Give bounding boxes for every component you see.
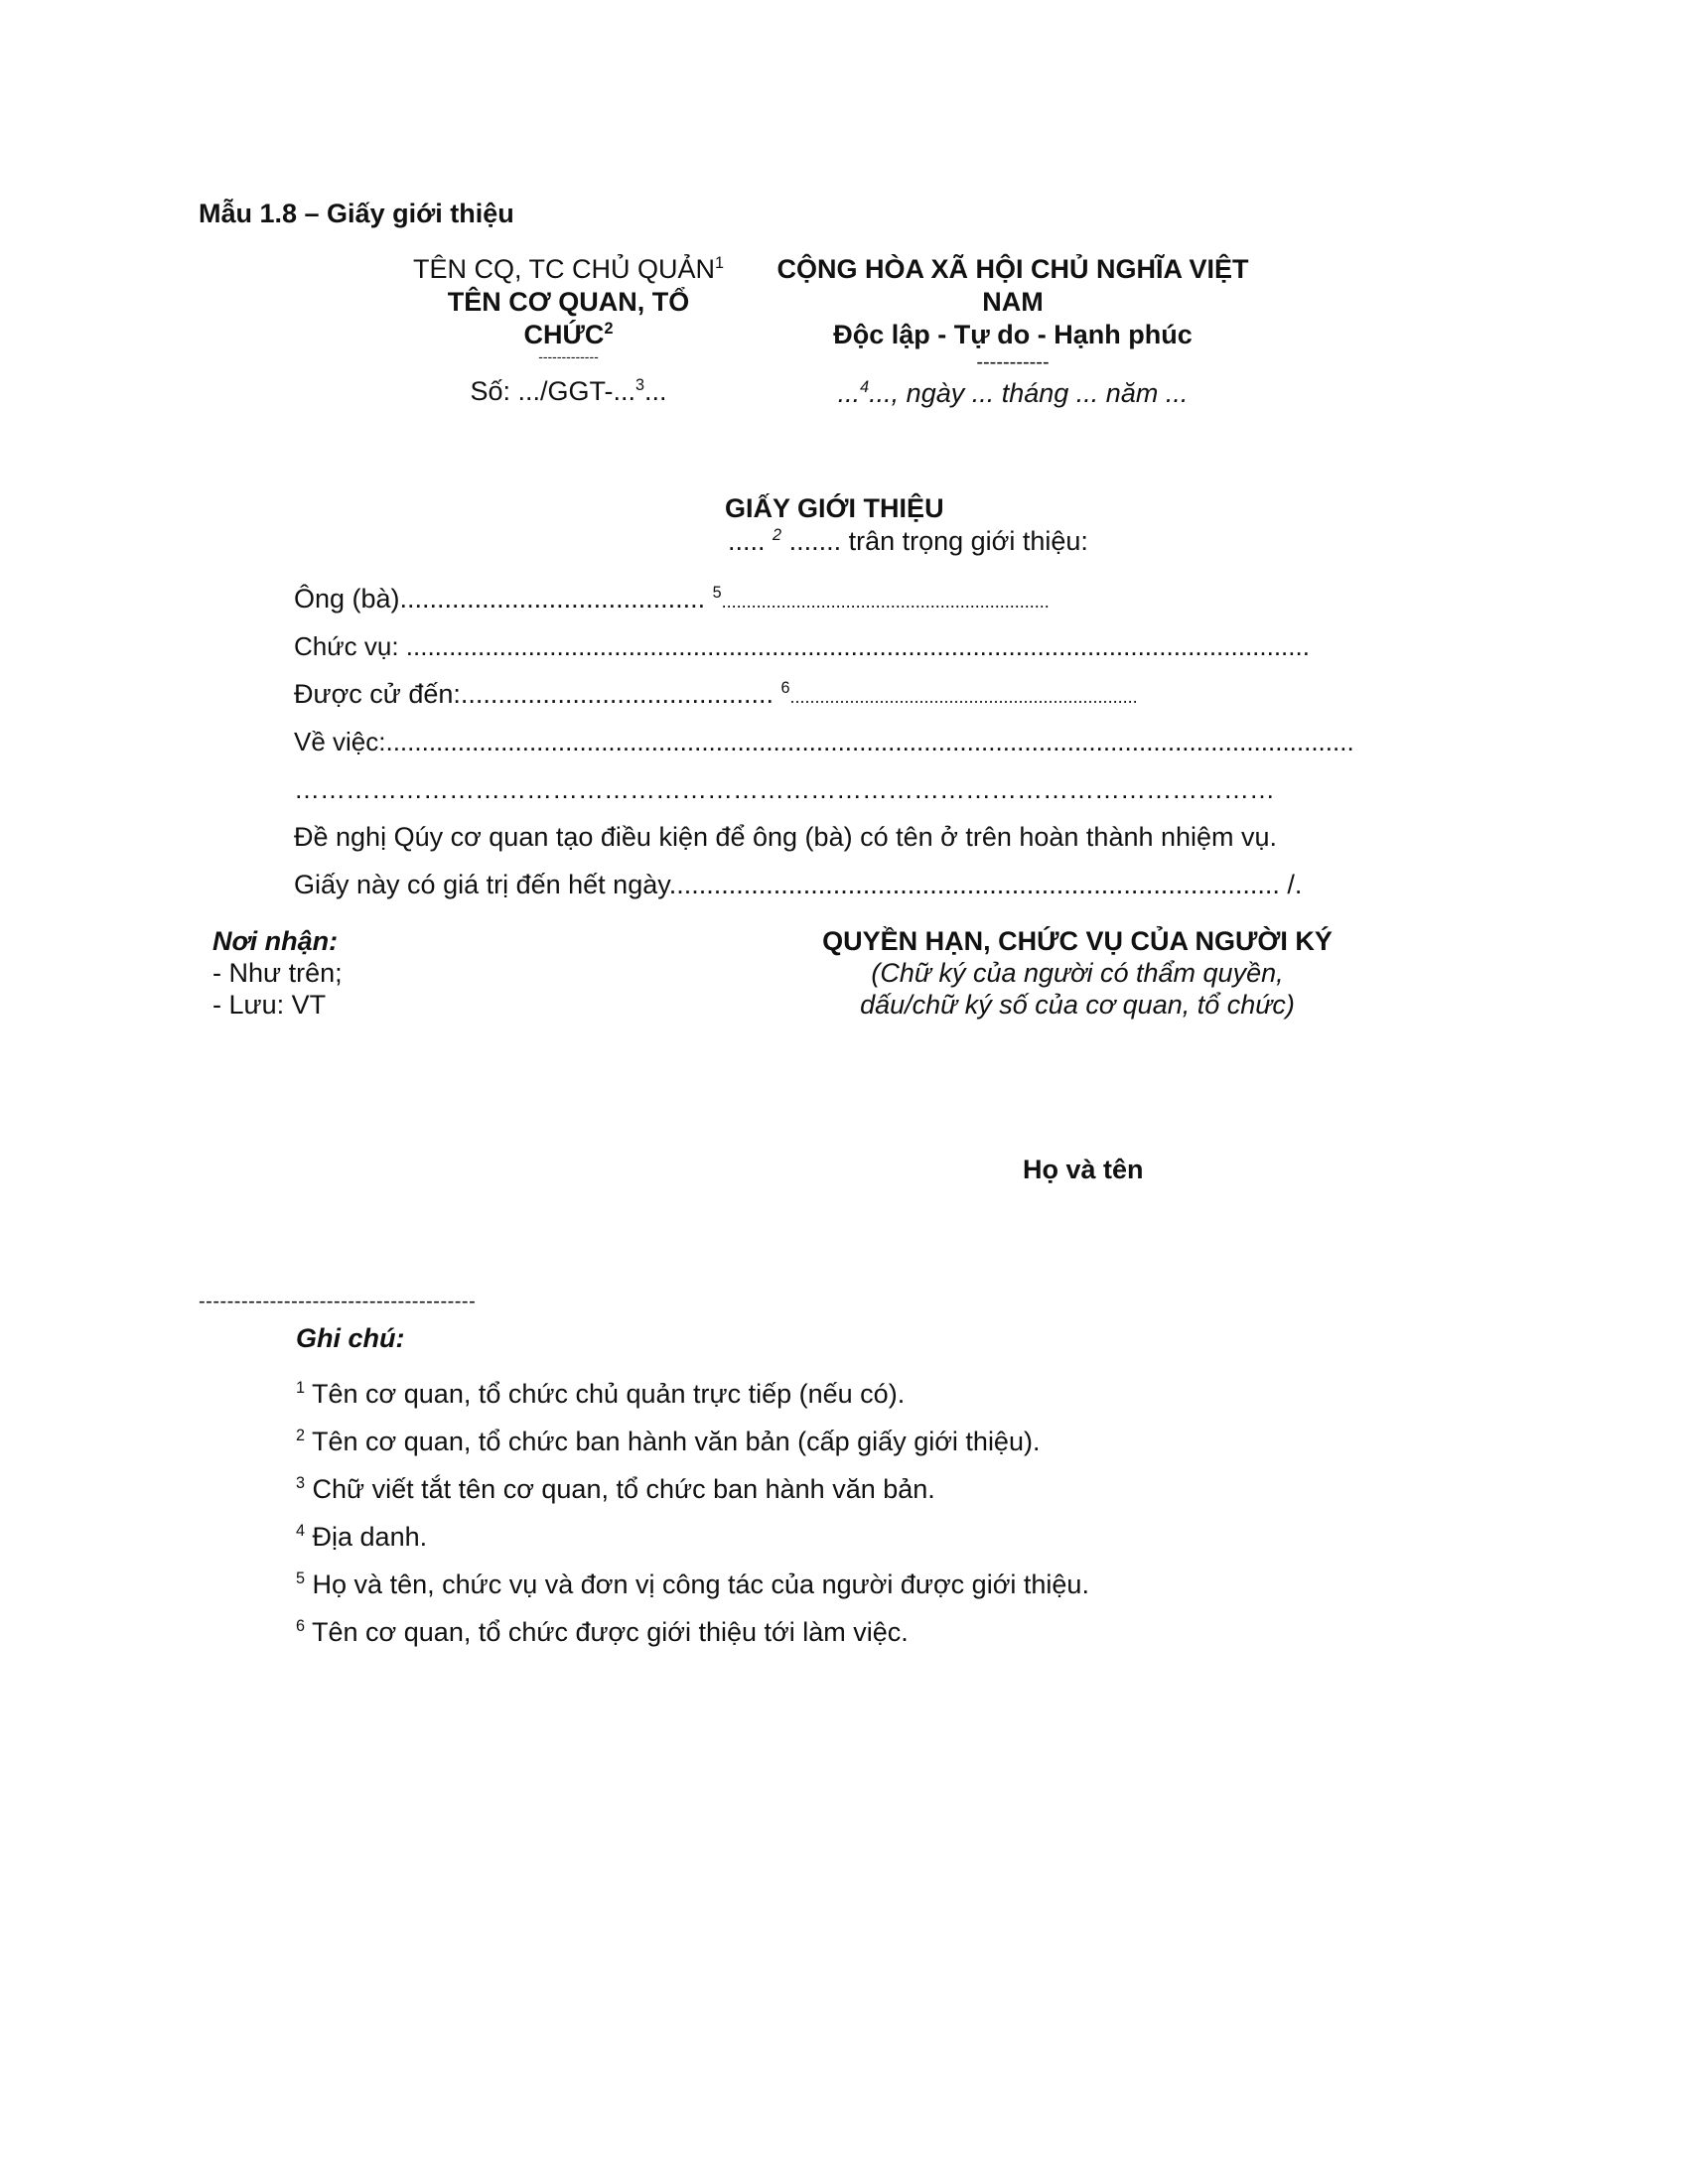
place-date: [755, 377, 1271, 410]
note-item: [296, 1418, 1089, 1465]
motto: Độc lập - Tự do - Hạnh phúc: [833, 320, 1193, 349]
recipient-item: - Như trên;: [212, 958, 343, 988]
note-text: Tên cơ quan, tổ chức ban hành văn bản (cấp giấy giới thiệu).: [312, 1427, 1041, 1456]
notes-label: Ghi chú:: [296, 1323, 405, 1353]
note-text: Chữ viết tắt tên cơ quan, tổ chức ban hành văn bản.: [312, 1474, 935, 1504]
note-number: 1: [296, 1379, 306, 1397]
field-duoc-cu-den-label: Được cử đến:..........................................: [294, 679, 774, 709]
footnote-rule: ---------------------------------------: [199, 1291, 477, 1312]
signer-note-line1: (Chữ ký của người có thẩm quyền,: [871, 958, 1284, 988]
field-chuc-vu: Chức vụ: ..............................................................................................................................: [294, 631, 1310, 661]
document-number: [397, 375, 740, 408]
note-item: [296, 1561, 1089, 1608]
field-ong-ba-footnote-ref: 5: [712, 584, 722, 602]
field-continuation: ……………………………………………………………………………………………………: [294, 774, 1275, 804]
note-number: 6: [296, 1617, 306, 1635]
parent-org-line: [397, 253, 740, 286]
place-date-footnote-ref: 4: [860, 378, 870, 396]
note-number: 4: [296, 1522, 306, 1540]
signer-block: [804, 925, 1350, 1021]
recipient-item: - Lưu: VT: [212, 990, 327, 1020]
header-right-divider: -----------: [976, 351, 1050, 373]
country-name-line2: NAM: [982, 287, 1044, 317]
note-number: 5: [296, 1570, 306, 1587]
note-text: Họ và tên, chức vụ và đơn vị công tác của người được giới thiệu.: [312, 1570, 1089, 1599]
intro-prefix: .....: [728, 526, 766, 556]
form-title: Mẫu 1.8 – Giấy giới thiệu: [199, 199, 514, 228]
document-number-footnote-ref: 3: [635, 376, 645, 394]
intro-suffix: ....... trân trọng giới thiệu:: [788, 526, 1088, 556]
org-name-line2: [397, 319, 740, 351]
document-title: GIẤY GIỚI THIỆU: [725, 493, 944, 523]
field-ong-ba-dots: ..................................................................: [721, 592, 1050, 612]
field-duoc-cu-den-dots: ......................................................................: [789, 687, 1138, 707]
note-item: [296, 1465, 1089, 1513]
recipients-block: [212, 925, 343, 1021]
intro-footnote-ref: 2: [773, 526, 782, 544]
place-date-suffix: ..., ngày ... tháng ... năm ...: [869, 378, 1189, 408]
signer-note-line2: dấu/chữ ký số của cơ quan, tổ chức): [860, 990, 1295, 1020]
recipients-label: Nơi nhận:: [212, 926, 339, 956]
note-text: Tên cơ quan, tổ chức chủ quản trực tiếp (nếu có).: [312, 1379, 906, 1409]
org-footnote-ref: 2: [604, 320, 614, 338]
signer-name: Họ và tên: [1023, 1155, 1144, 1184]
note-number: 2: [296, 1427, 306, 1444]
field-ong-ba: [294, 584, 1050, 614]
parent-org: TÊN CQ, TC CHỦ QUẢN: [412, 254, 715, 284]
document-number-prefix: Số: .../GGT-...: [470, 376, 635, 406]
header-right: [755, 253, 1271, 410]
place-date-prefix: ...: [837, 378, 861, 408]
org-name: CHỨC: [523, 320, 605, 349]
field-duoc-cu-den-footnote-ref: 6: [780, 679, 790, 697]
signer-authority: QUYỀN HẠN, CHỨC VỤ CỦA NGƯỜI KÝ: [822, 926, 1333, 956]
notes-list: [296, 1370, 1089, 1656]
field-ong-ba-label: Ông (bà).........................................: [294, 584, 706, 614]
request-sentence: Đề nghị Qúy cơ quan tạo điều kiện để ông (bà) có tên ở trên hoàn thành nhiệm vụ.: [294, 822, 1278, 852]
parent-org-footnote-ref: 1: [715, 254, 725, 272]
note-text: Địa danh.: [312, 1522, 428, 1552]
header-left: [397, 253, 740, 408]
country-name-line1: CỘNG HÒA XÃ HỘI CHỦ NGHĨA VIỆT: [776, 254, 1249, 284]
note-item: [296, 1370, 1089, 1418]
note-item: [296, 1608, 1089, 1656]
field-duoc-cu-den: [294, 679, 1138, 710]
intro-line: [728, 526, 1088, 557]
note-item: [296, 1513, 1089, 1561]
field-ve-viec: Về việc:.......................................................................................................................................: [294, 727, 1354, 756]
note-text: Tên cơ quan, tổ chức được giới thiệu tới làm việc.: [312, 1617, 909, 1647]
document-number-suffix: ...: [644, 376, 667, 406]
header-left-divider: -------------: [538, 348, 599, 364]
org-name-line1: TÊN CƠ QUAN, TỔ: [447, 287, 690, 317]
validity-sentence: Giấy này có giá trị đến hết ngày.................................................................................. /.: [294, 870, 1303, 899]
note-number: 3: [296, 1474, 306, 1492]
